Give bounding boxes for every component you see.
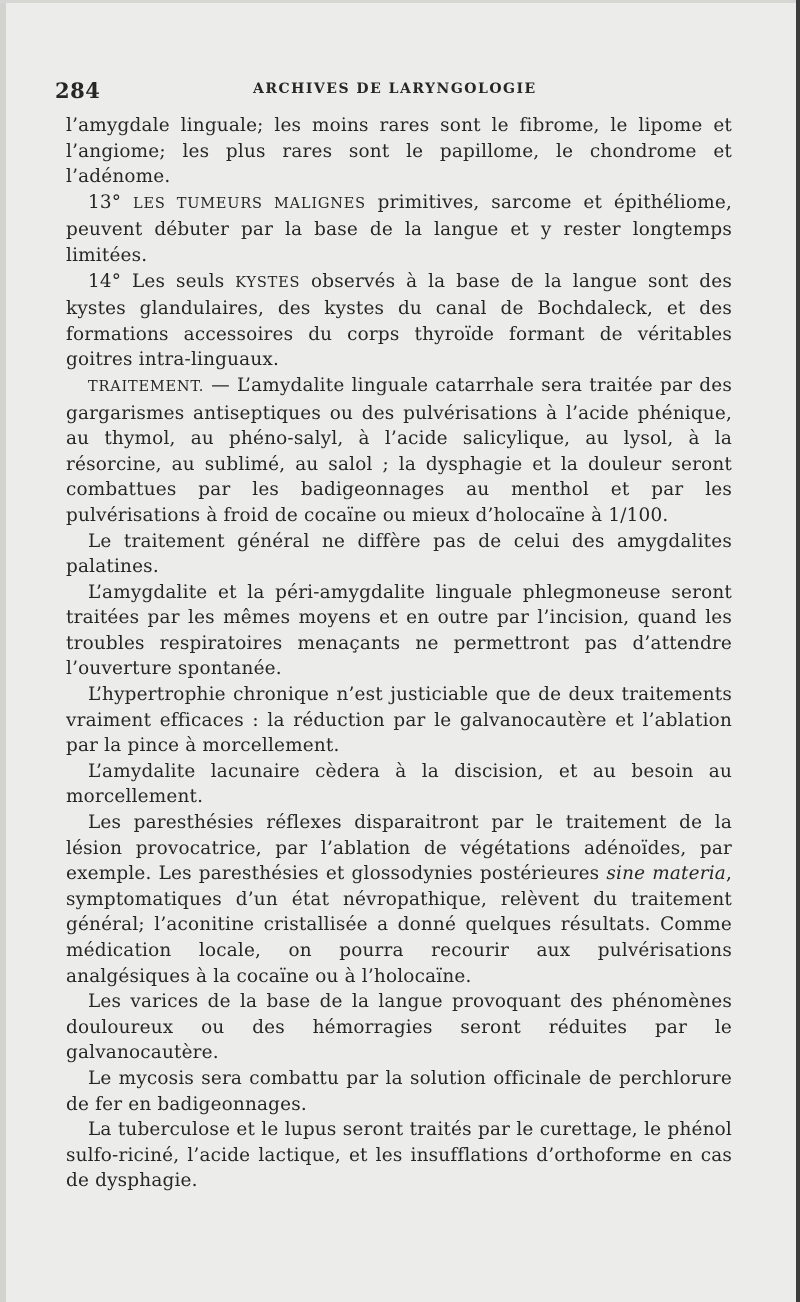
paragraph-lacunar xyxy=(66,759,732,810)
paragraph-text: — L’amydalite linguale catarrhale sera traitée par des gargarismes antiseptiques ou des pulvérisations à l’acide phénique, au thymol, au phéno-salyl, à l’acide salicylique, au lysol, à la résorcine, au sublimé, au salol ; la dysphagie et la douleur seront combattues par les badigeonnages au menthol et par les pulvérisations à froid de cocaïne ou mieux d’holocaïne à 1/100. xyxy=(66,374,732,526)
paragraph-number: 13° xyxy=(88,191,134,213)
paragraph-text: l’amygdale linguale; les moins rares sont le fibrome, le lipome et l’angiome; les plus rares sont le papillome, le chondrome et l’adénome. xyxy=(66,115,732,188)
paragraph-text: Le traitement général ne diffère pas de celui des amygdalites palatines. xyxy=(66,530,732,578)
paragraph-varices xyxy=(66,989,732,1066)
paragraph-tumors-benign xyxy=(66,113,732,190)
paragraph-text: L’amygdalite et la péri-amygdalite linguale phlegmoneuse seront traitées par les mêmes moyens et en outre par l’incision, quand les troubles respiratoires menaçants ne permettront pas d’attendre l’ouverture spontanée. xyxy=(66,581,732,680)
section-heading-treatment: TRAITEMENT. xyxy=(88,378,205,395)
paragraph-text: observés à la base de la langue sont des kystes glandulaires, des kystes du canal de Bochdaleck, et des formations accessoires du corps thyroïde formant de véritables goitres intra-linguaux. xyxy=(66,270,732,371)
small-caps-term: LES TUMEURS MALIGNES xyxy=(133,195,366,212)
running-title: ARCHIVES DE LARYNGOLOGIE xyxy=(253,81,537,97)
page-right-edge xyxy=(796,0,800,1302)
paragraph-text: Les varices de la base de la langue provoquant des phénomènes douloureux ou des hémorragies seront réduites par le galvanocautère. xyxy=(66,991,732,1064)
paragraph-text: La tuberculose et le lupus seront traités par le curettage, le phénol sulfo-riciné, l’acide lactique, et les insufflations d’orthoforme en cas de dysphagie. xyxy=(66,1119,732,1192)
paragraph-text: Le mycosis sera combattu par la solution officinale de perchlorure de fer en badigeonnages. xyxy=(66,1067,732,1115)
page-number: 284 xyxy=(55,78,101,103)
paragraph-tuberculosis xyxy=(66,1117,732,1194)
paragraph-hypertrophy xyxy=(66,682,732,759)
italic-term: sine materia xyxy=(606,863,726,885)
paragraph-text: L’hypertrophie chronique n’est justiciable que de deux traitements vraiment efficaces : la réduction par le galvanocautère et l’ablation par la pince à morcellement. xyxy=(66,684,732,757)
page-top-edge xyxy=(0,0,800,3)
paragraph-text: L’amydalite lacunaire cèdera à la discision, et au besoin au morcellement. xyxy=(66,760,732,808)
page-left-edge xyxy=(0,0,6,1302)
body-text xyxy=(66,113,732,1194)
paragraph-treatment xyxy=(66,373,732,529)
paragraph-cysts xyxy=(66,269,732,373)
small-caps-term: KYSTES xyxy=(235,274,301,291)
paragraph-lead: 14° Les seuls xyxy=(88,270,236,292)
paragraph-phlegmonous xyxy=(66,580,732,682)
paragraph-malignant-tumors xyxy=(66,190,732,269)
paragraph-text: , symptomatiques d’un état névropathique, relèvent du traitement général; l’aconitine cristallisée a donné quelques résultats. Comme médication locale, on pourra recourir aux pulvérisations analgésiques à la cocaïne ou à l’holocaïne. xyxy=(66,863,733,987)
paragraph-paresthesias xyxy=(66,810,732,989)
paragraph-mycosis xyxy=(66,1066,732,1117)
paragraph-general-treatment xyxy=(66,529,732,580)
paragraph-text: primitives, sarcome et épithéliome, peuvent débuter par la base de la langue et y rester longtemps limitées. xyxy=(66,191,732,266)
page-header xyxy=(55,78,745,104)
paragraph-text: Les paresthésies réflexes disparaitront par le traitement de la lésion provocatrice, par l’ablation de végétations adénoïdes, par exemple. Les paresthésies et glossodynies postérieures xyxy=(66,812,732,885)
